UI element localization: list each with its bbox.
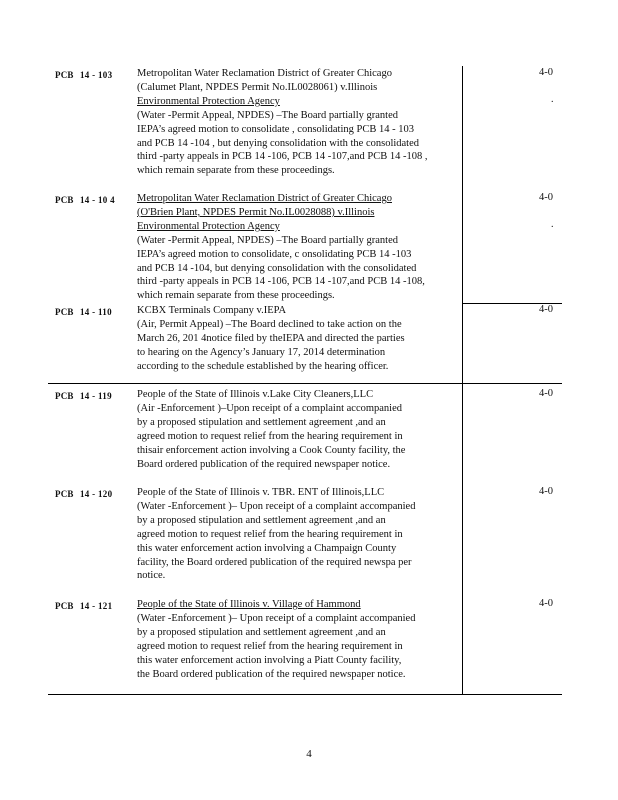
description-line: People of the State of Illinois v. TBR. ENT of Illinois,LLC: [137, 487, 385, 498]
description-line: People of the State of Illinois v. Village of Hammond: [137, 599, 361, 610]
description-line: which remain separate from these proceedings.: [137, 165, 335, 177]
description-line: (Water -Enforcement )– Upon receipt of a complaint accompanied: [137, 612, 416, 624]
docket-number: 14 - 121: [80, 601, 113, 611]
description-line: and PCB 14 -104 , but denying consolidation with the consolidated: [137, 137, 420, 149]
description-line: according to the schedule established by the hearing officer.: [137, 360, 389, 372]
row-divider: [48, 383, 562, 384]
description-line: agreed motion to request relief from the hearing requirement in: [137, 430, 403, 442]
description-line: People of the State of Illinois v.Lake City Cleaners,LLC: [137, 389, 374, 400]
description-line: Environmental Protection Agency: [137, 95, 280, 107]
description-line: and PCB 14 -104, but denying consolidation with the consolidated: [137, 262, 417, 274]
entry-description: [137, 67, 457, 178]
description-line: (O'Brien Plant, NPDES Permit No.IL0028088) v.Illinois: [137, 206, 375, 218]
description-line: third -party appeals in PCB 14 -106, PCB 14 -107,and PCB 14 -108 ,: [137, 151, 428, 163]
description-line: IEPA’s agreed motion to consolidate, c onsolidating PCB 14 -103: [137, 248, 412, 260]
entry-description: [137, 304, 457, 374]
vote-count: 4-0: [539, 192, 553, 203]
description-line: (Air -Enforcement )–Upon receipt of a complaint accompanied: [137, 402, 403, 414]
docket-number: 14 - 10 4: [80, 195, 115, 205]
description-line: March 26, 201 4notice filed by theIEPA and directed the parties: [137, 332, 405, 344]
description-line: thisair enforcement action involving a Cook County facility, the: [137, 444, 406, 456]
description-line: (Water -Enforcement )– Upon receipt of a complaint accompanied: [137, 500, 416, 512]
vote-count: 4-0: [539, 486, 553, 497]
description-line: this water enforcement action involving a Piatt County facility,: [137, 654, 402, 666]
vote-count: 4-0: [539, 598, 553, 609]
description-line: facility, the Board ordered publication of the required newspa per: [137, 556, 412, 568]
docket-number: 14 - 110: [80, 307, 112, 317]
docket-number: 14 - 119: [80, 391, 112, 401]
vote-count: 4-0: [539, 67, 553, 78]
vote-mark: .: [551, 219, 554, 230]
description-line: by a proposed stipulation and settlement agreement ,and an: [137, 416, 386, 428]
description-line: which remain separate from these proceedings.: [137, 290, 335, 302]
description-line: third -party appeals in PCB 14 -106, PCB 14 -107,and PCB 14 -108,: [137, 276, 425, 288]
vote-mark: .: [551, 94, 554, 105]
vote-count: 4-0: [539, 388, 553, 399]
description-line: (Calumet Plant, NPDES Permit No.IL0028061) v.Illinois: [137, 81, 378, 93]
description-line: notice.: [137, 570, 166, 582]
column-divider: [462, 66, 463, 695]
description-line: (Air, Permit Appeal) –The Board declined to take action on the: [137, 318, 402, 330]
description-line: by a proposed stipulation and settlement agreement ,and an: [137, 514, 386, 526]
entry-description: [137, 486, 457, 583]
description-line: the Board ordered publication of the required newspaper notice.: [137, 668, 406, 680]
description-line: Metropolitan Water Reclamation District of Greater Chicago: [137, 193, 392, 204]
description-line: this water enforcement action involving a Champaign County: [137, 542, 397, 554]
entry-description: [137, 388, 457, 471]
docket-prefix: PCB: [55, 489, 74, 499]
description-line: Board ordered publication of the required newspaper notice.: [137, 458, 391, 470]
description-line: Environmental Protection Agency: [137, 220, 280, 232]
vote-count: 4-0: [539, 304, 553, 315]
entry-description: [137, 598, 457, 681]
entry-description: [137, 192, 457, 303]
description-line: agreed motion to request relief from the hearing requirement in: [137, 640, 403, 652]
docket-prefix: PCB: [55, 391, 74, 401]
description-line: by a proposed stipulation and settlement agreement ,and an: [137, 626, 386, 638]
description-line: KCBX Terminals Company v.IEPA: [137, 305, 287, 316]
docket-prefix: PCB: [55, 601, 74, 611]
docket-number: 14 - 120: [80, 489, 113, 499]
docket-prefix: PCB: [55, 307, 74, 317]
row-divider: [48, 694, 562, 695]
docket-prefix: PCB: [55, 70, 74, 80]
description-line: IEPA’s agreed motion to consolidate , consolidating PCB 14 - 103: [137, 123, 414, 135]
description-line: Metropolitan Water Reclamation District of Greater Chicago: [137, 68, 392, 79]
page-number: 4: [306, 748, 312, 760]
description-line: agreed motion to request relief from the hearing requirement in: [137, 528, 403, 540]
description-line: (Water -Permit Appeal, NPDES) –The Board partially granted: [137, 109, 398, 121]
docket-prefix: PCB: [55, 195, 74, 205]
description-line: (Water -Permit Appeal, NPDES) –The Board partially granted: [137, 234, 398, 246]
description-line: to hearing on the Agency’s January 17, 2014 determination: [137, 346, 386, 358]
docket-number: 14 - 103: [80, 70, 113, 80]
